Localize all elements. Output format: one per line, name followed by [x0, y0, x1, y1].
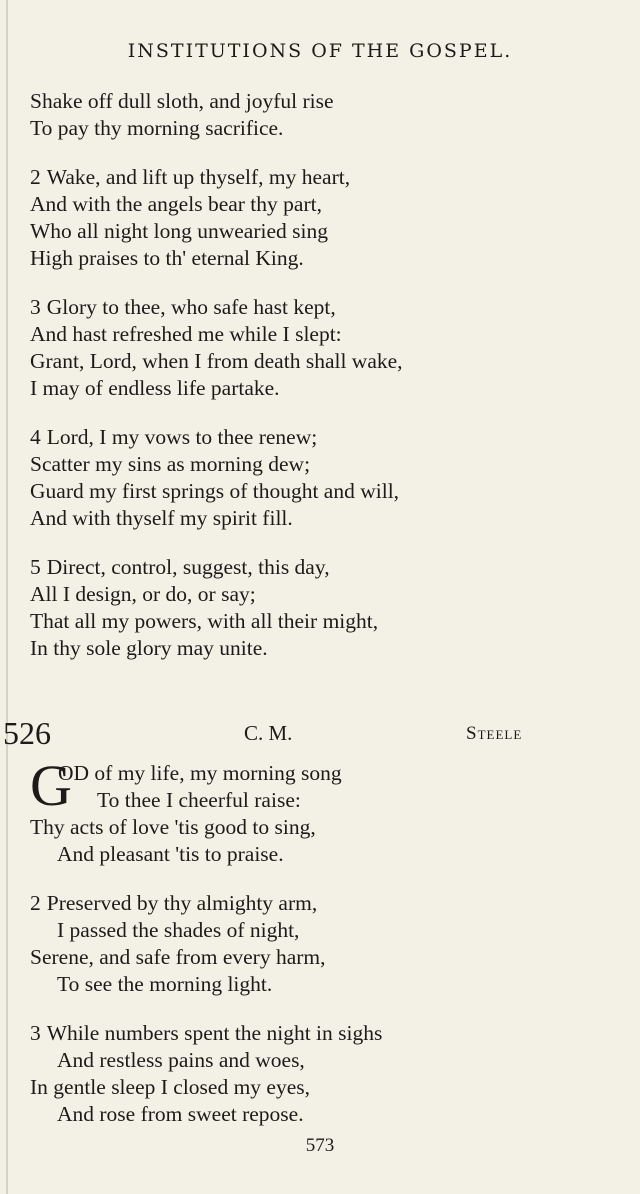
stanza-number: 4	[30, 425, 41, 449]
stanza-5	[30, 554, 630, 662]
stanza-4	[30, 424, 630, 532]
verse-line: And with the angels bear thy part,	[30, 192, 322, 216]
stanza-number: 3	[30, 295, 41, 319]
verse-line: 3 While numbers spent the night in sighs	[30, 1021, 383, 1045]
verse-line: 4 Lord, I my vows to thee renew;	[30, 425, 318, 449]
verse-line: To thee I cheerful raise:	[97, 788, 301, 812]
stanza-number: 2	[30, 891, 41, 915]
stanza-3	[30, 294, 630, 402]
verse-line: And pleasant 'tis to praise.	[57, 842, 284, 866]
verse-line: Thy acts of love 'tis good to sing,	[30, 815, 316, 839]
verse-line: Scatter my sins as morning dew;	[30, 452, 311, 476]
stanza-number: 3	[30, 1021, 41, 1045]
verse-line: And rose from sweet repose.	[57, 1102, 304, 1126]
stanza-3	[30, 1020, 630, 1128]
verse-line: I may of endless life partake.	[30, 376, 280, 400]
running-head: INSTITUTIONS OF THE GOSPEL.	[127, 40, 513, 62]
hymn-number: 526	[3, 715, 51, 751]
hymn-heading	[0, 715, 640, 755]
verse-line: In thy sole glory may unite.	[30, 636, 268, 660]
verse-line: To see the morning light.	[57, 972, 273, 996]
hymn-author: Steele	[466, 723, 523, 744]
verse-line: All I design, or do, or say;	[30, 582, 256, 606]
verse-line: 2 Wake, and lift up thyself, my heart,	[30, 165, 351, 189]
stanza-1	[30, 753, 630, 868]
hymn-meter: C. M.	[244, 721, 293, 745]
verse-line: Serene, and safe from every harm,	[30, 945, 326, 969]
binding-edge	[6, 0, 8, 1194]
hymn-525-continued	[30, 88, 630, 684]
stanza-2	[30, 164, 630, 272]
stanza-2	[30, 890, 630, 998]
verse-line: Shake off dull sloth, and joyful rise	[30, 89, 334, 113]
verse-line: Guard my first springs of thought and will,	[30, 479, 400, 503]
verse-line: I passed the shades of night,	[57, 918, 300, 942]
verse-line: And restless pains and woes,	[57, 1048, 305, 1072]
verse-line: Who all night long unwearied sing	[30, 219, 328, 243]
verse-line: To pay thy morning sacrifice.	[30, 116, 284, 140]
verse-line: High praises to th' eternal King.	[30, 246, 304, 270]
stanza-1	[30, 88, 630, 142]
verse-line: That all my powers, with all their might,	[30, 609, 379, 633]
verse-line: 5 Direct, control, suggest, this day,	[30, 555, 330, 579]
verse-line: 2 Preserved by thy almighty arm,	[30, 891, 318, 915]
hymn-526	[30, 753, 630, 1150]
verse-line: Grant, Lord, when I from death shall wake,	[30, 349, 403, 373]
page-number: 573	[305, 1135, 335, 1156]
verse-line: And hast refreshed me while I slept:	[30, 322, 342, 346]
stanza-number: 2	[30, 165, 41, 189]
stanza-number: 5	[30, 555, 41, 579]
drop-cap: G	[30, 753, 72, 818]
verse-line: And with thyself my spirit fill.	[30, 506, 293, 530]
verse-line: In gentle sleep I closed my eyes,	[30, 1075, 311, 1099]
verse-line: 3 Glory to thee, who safe hast kept,	[30, 295, 336, 319]
verse-line: OD of my life, my morning song	[58, 761, 342, 785]
